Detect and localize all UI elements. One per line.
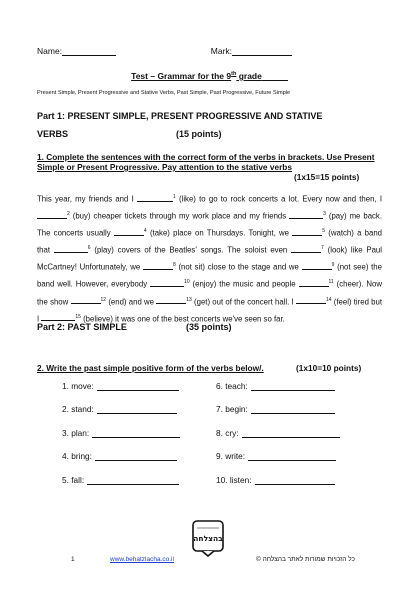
paragraph-text: (pay) me back. The concerts usually bbox=[37, 211, 382, 238]
verb-item-5: 5. fall: bbox=[62, 475, 179, 485]
answer-blank[interactable] bbox=[291, 243, 321, 253]
answer-blank[interactable] bbox=[255, 475, 335, 485]
answer-blank[interactable] bbox=[292, 226, 322, 236]
answer-blank[interactable] bbox=[97, 404, 177, 414]
answer-blank[interactable] bbox=[54, 243, 88, 253]
verb-item-7: 7. begin: bbox=[216, 404, 335, 414]
answer-blank[interactable] bbox=[87, 475, 179, 485]
blank-number: 12 bbox=[100, 296, 107, 303]
verb-item-2: 2. stand: bbox=[62, 404, 177, 414]
paragraph-text: (end) and we bbox=[108, 297, 157, 307]
answer-blank[interactable] bbox=[302, 260, 332, 270]
blank-number: 6 bbox=[87, 245, 91, 252]
blank-number: 5 bbox=[322, 228, 326, 235]
part2-scoring: (1x10=10 points) bbox=[296, 363, 362, 373]
paragraph-text: (cheer). Now the show bbox=[37, 280, 382, 307]
part1-paragraph bbox=[37, 190, 382, 327]
blank-number: 13 bbox=[186, 296, 192, 303]
paragraph-text: (enjoy) the music and people bbox=[192, 280, 299, 290]
answer-blank[interactable] bbox=[92, 428, 180, 438]
part1-heading-line2: VERBS bbox=[37, 129, 69, 139]
mark-line[interactable] bbox=[232, 46, 292, 56]
name-label: Name: bbox=[37, 46, 63, 56]
verb-item-9: 9. write: bbox=[216, 451, 336, 461]
blank-number: 8 bbox=[172, 262, 176, 269]
mark-label: Mark: bbox=[210, 46, 233, 56]
copyright-notice: כל הזכויות שמורות לאתר בהצלחה © bbox=[256, 556, 355, 563]
answer-blank[interactable] bbox=[156, 294, 186, 304]
answer-blank[interactable] bbox=[143, 260, 173, 270]
paragraph-body bbox=[37, 190, 382, 327]
blank-number: 10 bbox=[184, 279, 190, 286]
blank-number: 14 bbox=[325, 296, 332, 303]
paragraph-text: (believe) it was one of the best concerts we've seen so far. bbox=[83, 314, 285, 324]
blank-number: 9 bbox=[331, 262, 335, 269]
blank-number: 3 bbox=[323, 211, 326, 218]
blank-number: 1 bbox=[172, 194, 176, 200]
part2-points: (35 points) bbox=[186, 322, 232, 332]
answer-blank[interactable] bbox=[299, 277, 329, 287]
part1-instruction: 1. Complete the sentences with the correct form of the verbs in brackets. Use Present Simple or Present Progressive. Pay attention to the stative verbs bbox=[37, 152, 375, 172]
blank-number: 4 bbox=[143, 228, 147, 235]
answer-blank[interactable] bbox=[251, 381, 335, 391]
blank-number: 15 bbox=[75, 313, 81, 320]
answer-blank[interactable] bbox=[37, 209, 67, 219]
paragraph-text: (not sit) close to the stage and we bbox=[178, 262, 302, 272]
blank-number: 7 bbox=[321, 245, 324, 252]
website-link[interactable]: www.behatzlacha.co.il bbox=[110, 556, 174, 563]
title-underline bbox=[262, 72, 288, 81]
page-number: 1 bbox=[71, 556, 75, 563]
verb-item-1: 1. move: bbox=[62, 381, 179, 391]
paragraph-text: (look) like Paul McCartney! Unfortunately, we bbox=[37, 245, 383, 272]
part1-scoring: (1x15=15 points) bbox=[294, 172, 360, 182]
answer-blank[interactable] bbox=[41, 311, 75, 321]
name-mark-row bbox=[37, 46, 292, 56]
title-main: Test – Grammar for the 9 bbox=[131, 71, 232, 81]
paragraph-text: This year, my friends and I bbox=[37, 194, 137, 204]
test-title bbox=[0, 71, 419, 81]
paragraph-text: (buy) cheaper tickets through my work place and my friends bbox=[72, 211, 290, 221]
title-sup: th bbox=[231, 71, 237, 78]
answer-blank[interactable] bbox=[150, 277, 184, 287]
logo-text: בהצלחה bbox=[193, 534, 223, 543]
part1-points: (15 points) bbox=[176, 129, 222, 139]
paragraph-text: (watch) a band that bbox=[37, 228, 382, 255]
part2-heading: Part 2: PAST SIMPLE bbox=[37, 322, 127, 332]
blank-number: 11 bbox=[328, 279, 334, 286]
answer-blank[interactable] bbox=[242, 428, 340, 438]
title-tail: grade bbox=[236, 71, 262, 81]
paragraph-text: (like) to go to rock concerts a lot. Every now and then, I bbox=[179, 194, 382, 204]
answer-blank[interactable] bbox=[296, 294, 326, 304]
verb-item-4: 4. bring: bbox=[62, 451, 177, 461]
paragraph-text: (get) out of the concert hall. I bbox=[194, 297, 296, 307]
answer-blank[interactable] bbox=[114, 226, 144, 236]
paragraph-text: (not see) the band well. However, everybody bbox=[37, 262, 382, 290]
part2-instruction: 2. Write the past simple positive form of the verbs below/. bbox=[37, 363, 264, 373]
answer-blank[interactable] bbox=[251, 404, 335, 414]
part1-heading-line1: Part 1: PRESENT SIMPLE, PRESENT PROGRESSIVE AND STATIVE bbox=[37, 111, 323, 121]
answer-blank[interactable] bbox=[95, 451, 177, 461]
paragraph-text: (take) place on Thursdays. Tonight, we bbox=[149, 228, 293, 238]
verb-item-3: 3. plan: bbox=[62, 428, 180, 438]
answer-blank[interactable] bbox=[97, 381, 179, 391]
answer-blank[interactable] bbox=[71, 294, 101, 304]
paragraph-text: (feel) tired but I bbox=[37, 297, 383, 324]
answer-blank[interactable] bbox=[137, 192, 173, 202]
answer-blank[interactable] bbox=[248, 451, 336, 461]
verb-item-6: 6. teach: bbox=[216, 381, 335, 391]
verb-item-10: 10. listen: bbox=[216, 475, 335, 485]
paragraph-text: (play) covers of the Beatles' songs. The soloist even bbox=[94, 245, 292, 255]
topics-subtitle: Present Simple, Present Progressive and Stative Verbs, Past Simple, Past Progressive, Future Simple bbox=[37, 90, 291, 96]
verb-item-8: 8. cry: bbox=[216, 428, 340, 438]
name-line[interactable] bbox=[62, 46, 116, 56]
answer-blank[interactable] bbox=[289, 209, 323, 219]
blank-number: 2 bbox=[67, 211, 70, 218]
behatzlacha-logo-icon bbox=[187, 519, 229, 557]
